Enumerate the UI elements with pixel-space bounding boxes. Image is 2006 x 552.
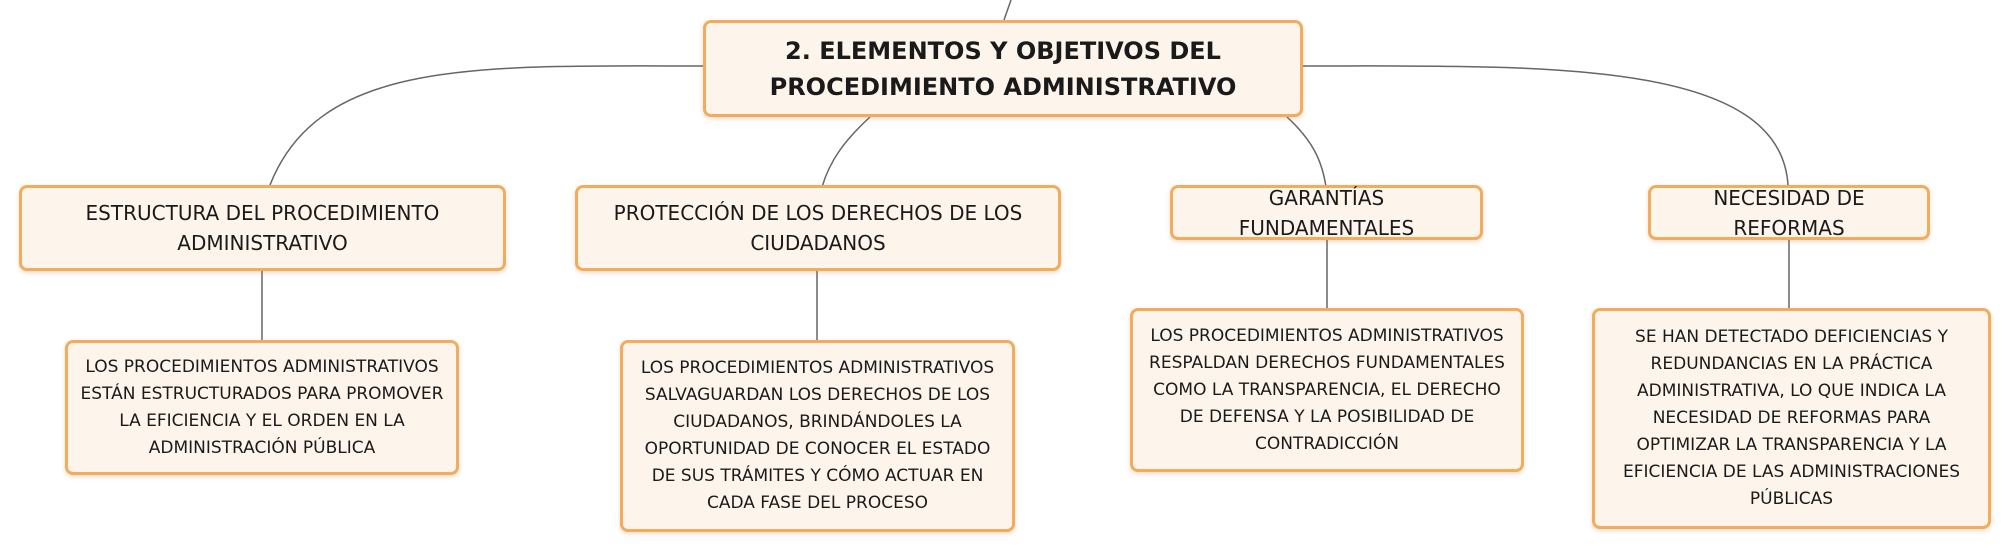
branch-node-label: GARANTÍAS FUNDAMENTALES [1238,185,1415,240]
connector-parent [1004,0,1011,20]
detail-node-garantias[interactable] [1130,308,1524,472]
branch-node-label: ESTRUCTURA DEL PROCEDIMIENTO ADMINISTRATIVO [85,201,440,255]
connector-root-branch-4 [1303,66,1788,185]
detail-node-reformas[interactable] [1592,308,1991,529]
root-node[interactable] [703,20,1303,117]
detail-node-text: LOS PROCEDIMIENTOS ADMINISTRATIVOS SALVAGUARDAN LOS DERECHOS DE LOS CIUDADANOS, BRINDÁNDOLES LA OPORTUNIDAD DE CONOCER EL ESTADO DE SUS TRÁMITES Y CÓMO ACTUAR EN CADA FASE DEL PROCESO [640,358,995,513]
detail-node-estructura[interactable] [65,340,459,475]
detail-node-text: SE HAN DETECTADO DEFICIENCIAS Y REDUNDANCIAS EN LA PRÁCTICA ADMINISTRATIVA, LO QUE INDICA LA NECESIDAD DE REFORMAS PARA OPTIMIZAR LA TRANSPARENCIA Y LA EFICIENCIA DE LAS ADMINISTRACIONES PÚBLICAS [1623,327,1960,509]
root-node-label: 2. ELEMENTOS Y OBJETIVOS DEL PROCEDIMIENTO ADMINISTRATIVO [769,36,1237,101]
connector-root-branch-3 [1287,117,1326,187]
detail-node-text: LOS PROCEDIMIENTOS ADMINISTRATIVOS RESPALDAN DERECHOS FUNDAMENTALES COMO LA TRANSPARENCIA, EL DERECHO DE DEFENSA Y LA POSIBILIDAD DE CONTRADICCIÓN [1149,325,1505,454]
detail-node-text: LOS PROCEDIMIENTOS ADMINISTRATIVOS ESTÁN ESTRUCTURADOS PARA PROMOVER LA EFICIENCIA Y EL ORDEN EN LA ADMINISTRACIÓN PÚBLICA [80,356,444,458]
connector-root-branch-2 [822,117,870,187]
branch-node-proteccion[interactable] [575,185,1061,271]
branch-node-label: PROTECCIÓN DE LOS DERECHOS DE LOS CIUDADANOS [613,201,1023,255]
branch-node-reformas[interactable] [1648,185,1930,240]
connector-root-branch-1 [270,66,703,185]
branch-node-estructura[interactable] [19,185,506,271]
detail-node-proteccion[interactable] [620,340,1015,532]
branch-node-label: NECESIDAD DE REFORMAS [1713,185,1865,240]
branch-node-garantias[interactable] [1170,185,1483,240]
